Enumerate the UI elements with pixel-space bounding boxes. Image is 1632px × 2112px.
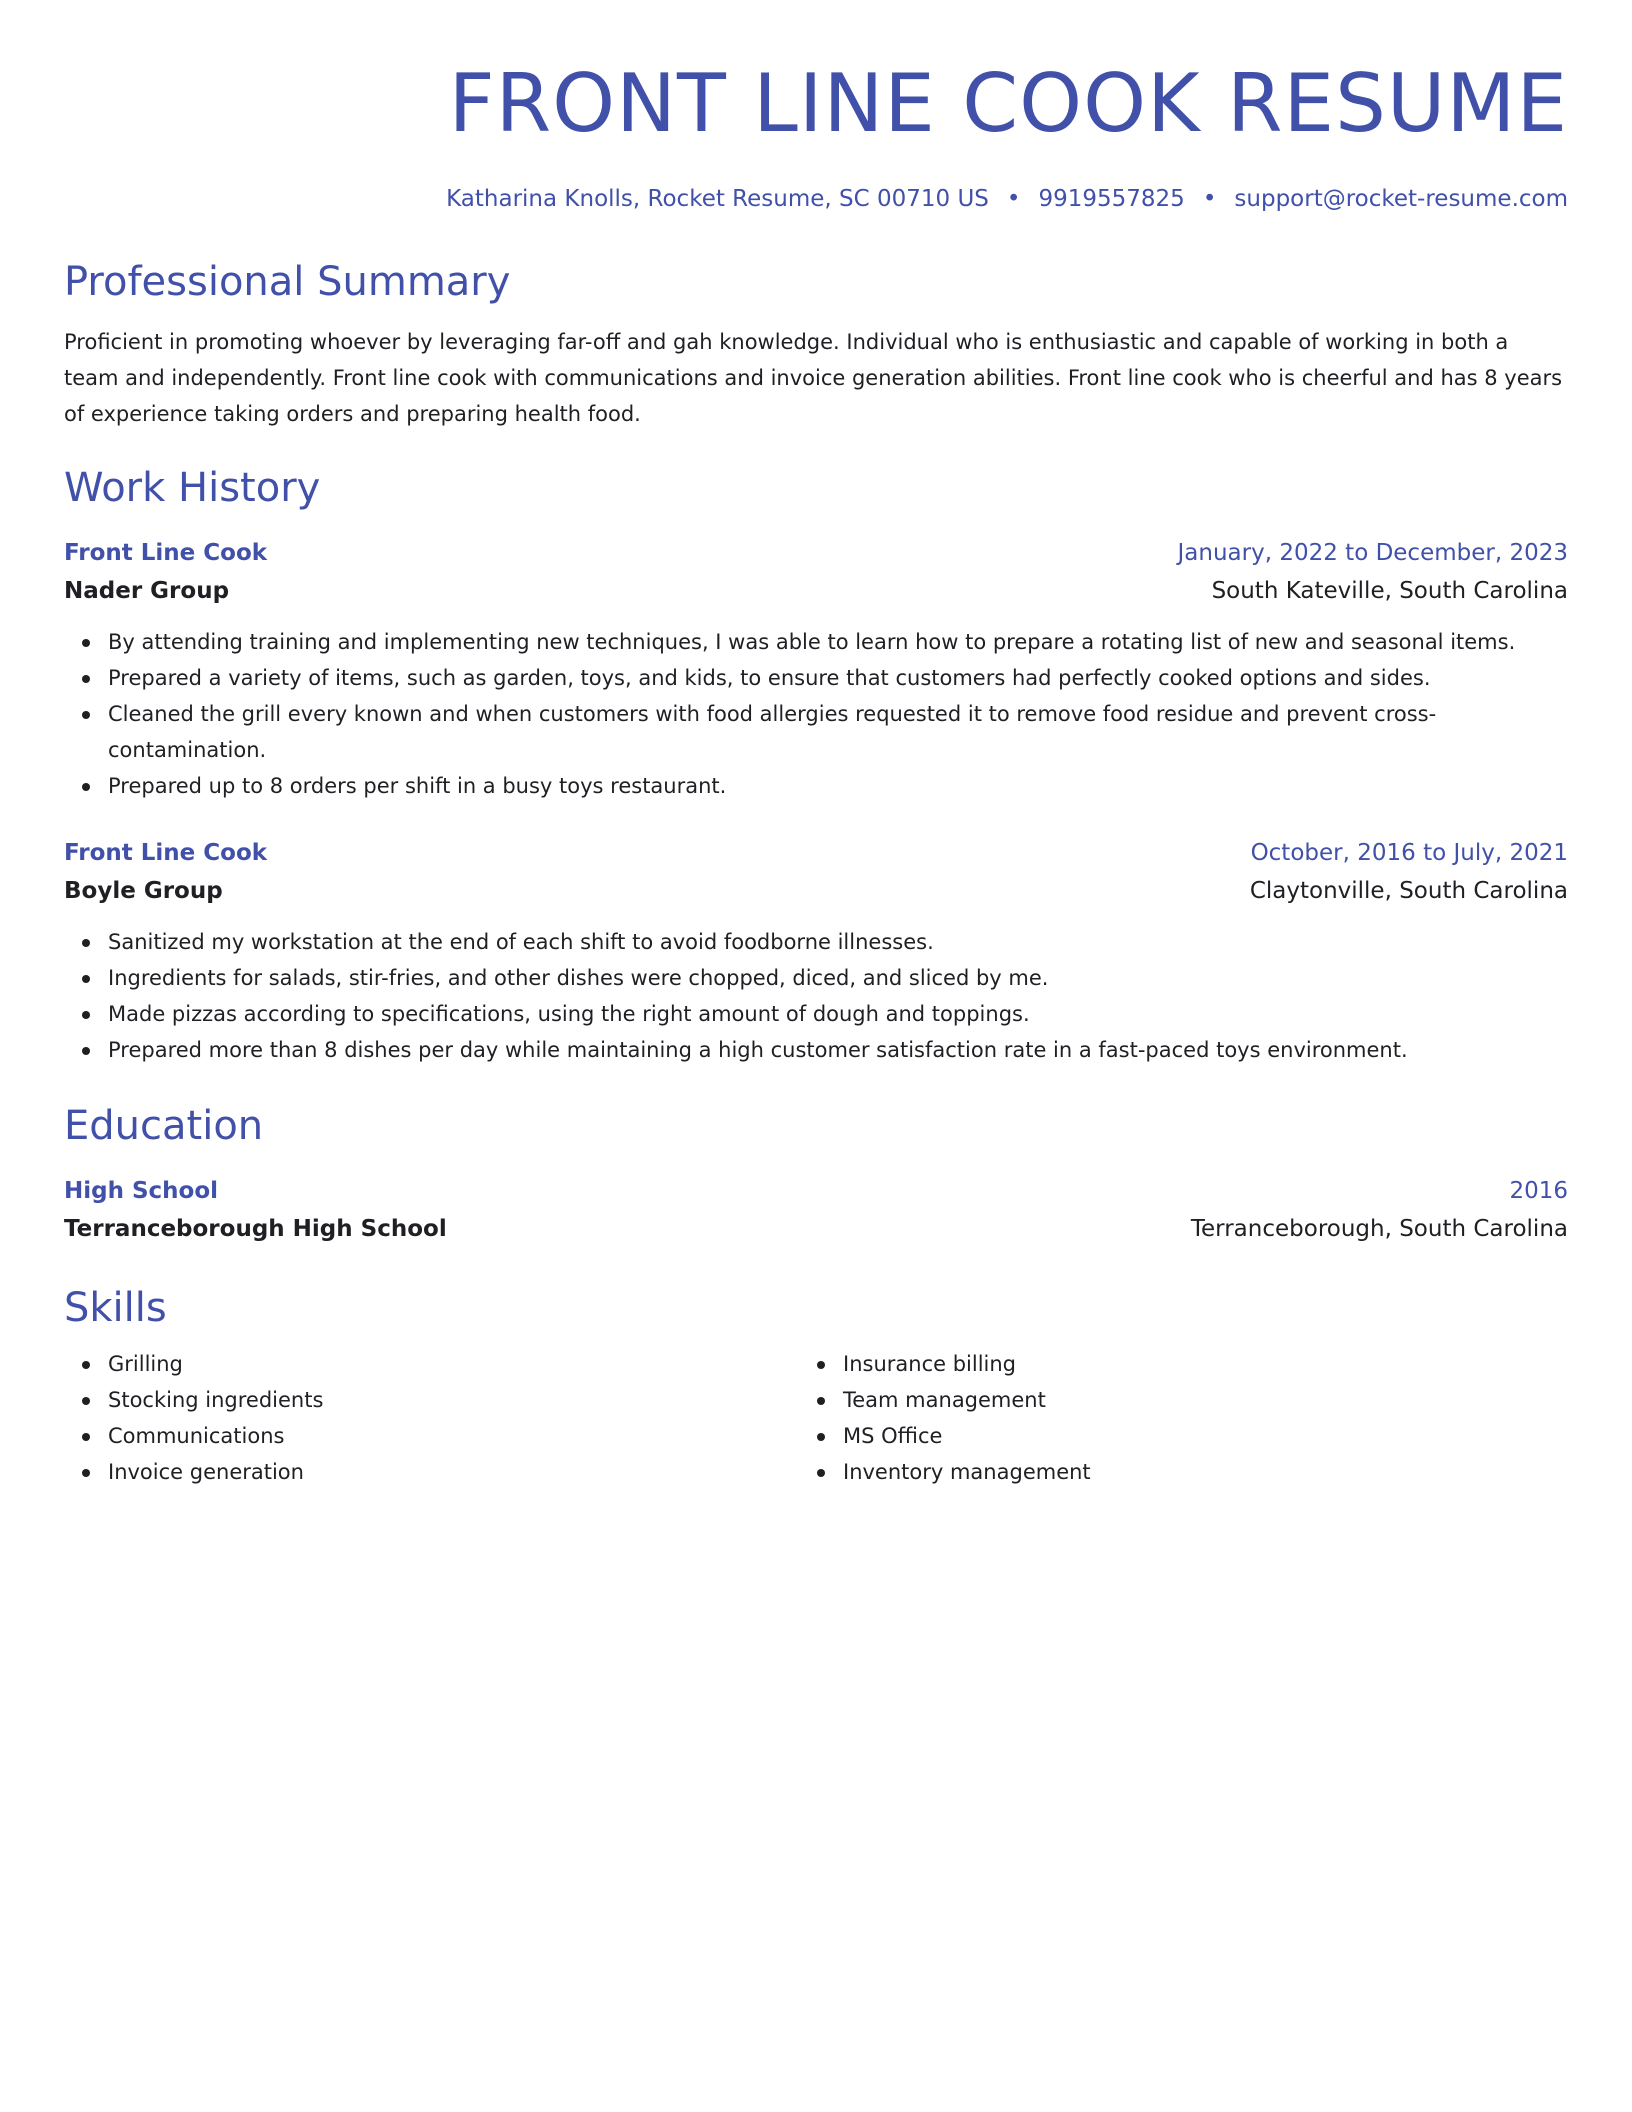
skills-grid bbox=[64, 1346, 1568, 1490]
job-bullet: Made pizzas according to specifications, using the right amount of dough and toppings. bbox=[108, 996, 1568, 1032]
contact-separator: • bbox=[1006, 186, 1021, 212]
contact-line bbox=[64, 182, 1568, 216]
job-bullet: By attending training and implementing new techniques, I was able to learn how to prepare a rotating list of new and seasonal items. bbox=[108, 624, 1568, 660]
skills-list bbox=[799, 1346, 1534, 1490]
job-company: Nader Group bbox=[64, 578, 230, 604]
job-bullet: Prepared up to 8 orders per shift in a busy toys restaurant. bbox=[108, 768, 1568, 804]
summary-heading: Professional Summary bbox=[64, 259, 511, 305]
skills-column-right bbox=[799, 1346, 1534, 1490]
work-history-heading: Work History bbox=[64, 465, 321, 511]
job-header-row bbox=[64, 534, 1568, 572]
skills-heading: Skills bbox=[64, 1285, 167, 1331]
job-bullets bbox=[64, 624, 1568, 804]
skills-column-left bbox=[64, 1346, 799, 1490]
job-title: Front Line Cook bbox=[64, 540, 268, 566]
skill-item: MS Office bbox=[843, 1418, 1534, 1454]
education-location: Terranceborough, South Carolina bbox=[1190, 1216, 1568, 1242]
job-company-row bbox=[64, 872, 1568, 910]
skill-item: Invoice generation bbox=[108, 1454, 799, 1490]
job-bullet: Sanitized my workstation at the end of each shift to avoid foodborne illnesses. bbox=[108, 924, 1568, 960]
job-bullet: Prepared a variety of items, such as garden, toys, and kids, to ensure that customers had perfectly cooked options and sides. bbox=[108, 660, 1568, 696]
skill-item: Team management bbox=[843, 1382, 1534, 1418]
job-dates: January, 2022 to December, 2023 bbox=[1177, 540, 1568, 566]
skill-item: Stocking ingredients bbox=[108, 1382, 799, 1418]
job-title: Front Line Cook bbox=[64, 840, 268, 866]
job-entry bbox=[64, 834, 1568, 1068]
education-year: 2016 bbox=[1509, 1178, 1568, 1204]
education-header-row bbox=[64, 1172, 1568, 1210]
education-school: Terranceborough High School bbox=[64, 1216, 447, 1242]
job-company-row bbox=[64, 572, 1568, 610]
skill-item: Communications bbox=[108, 1418, 799, 1454]
job-header-row bbox=[64, 834, 1568, 872]
summary-text: Proficient in promoting whoever by leveraging far-off and gah knowledge. Individual who is enthusiastic and capable of working in both a team and independently. Front line cook with communications and invoice generation abilities. Front line cook who is cheerful and has 8 years of experience taking orders and preparing health food. bbox=[64, 330, 1563, 426]
skill-item: Grilling bbox=[108, 1346, 799, 1382]
contact-separator: • bbox=[1202, 186, 1217, 212]
job-bullets bbox=[64, 924, 1568, 1068]
skill-item: Inventory management bbox=[843, 1454, 1534, 1490]
education-school-row bbox=[64, 1210, 1568, 1248]
job-location: South Kateville, South Carolina bbox=[1211, 578, 1568, 604]
education-heading: Education bbox=[64, 1103, 264, 1149]
job-dates: October, 2016 to July, 2021 bbox=[1250, 840, 1568, 866]
skills-list bbox=[64, 1346, 799, 1490]
education-entry bbox=[64, 1172, 1568, 1248]
job-bullet: Ingredients for salads, stir-fries, and other dishes were chopped, diced, and sliced by me. bbox=[108, 960, 1568, 996]
education-degree: High School bbox=[64, 1178, 219, 1204]
job-bullet: Prepared more than 8 dishes per day while maintaining a high customer satisfaction rate in a fast-paced toys environment. bbox=[108, 1032, 1568, 1068]
contact-address: Katharina Knolls, Rocket Resume, SC 00710 US bbox=[446, 186, 989, 212]
contact-phone: 9919557825 bbox=[1038, 186, 1185, 212]
resume-title: FRONT LINE COOK RESUME bbox=[448, 57, 1568, 150]
skill-item: Insurance billing bbox=[843, 1346, 1534, 1382]
job-bullet: Cleaned the grill every known and when customers with food allergies requested it to remove food residue and prevent cross-contamination. bbox=[108, 696, 1568, 768]
job-location: Claytonville, South Carolina bbox=[1249, 878, 1568, 904]
contact-email[interactable]: support@rocket-resume.com bbox=[1234, 186, 1568, 212]
job-entry bbox=[64, 534, 1568, 804]
job-company: Boyle Group bbox=[64, 878, 223, 904]
